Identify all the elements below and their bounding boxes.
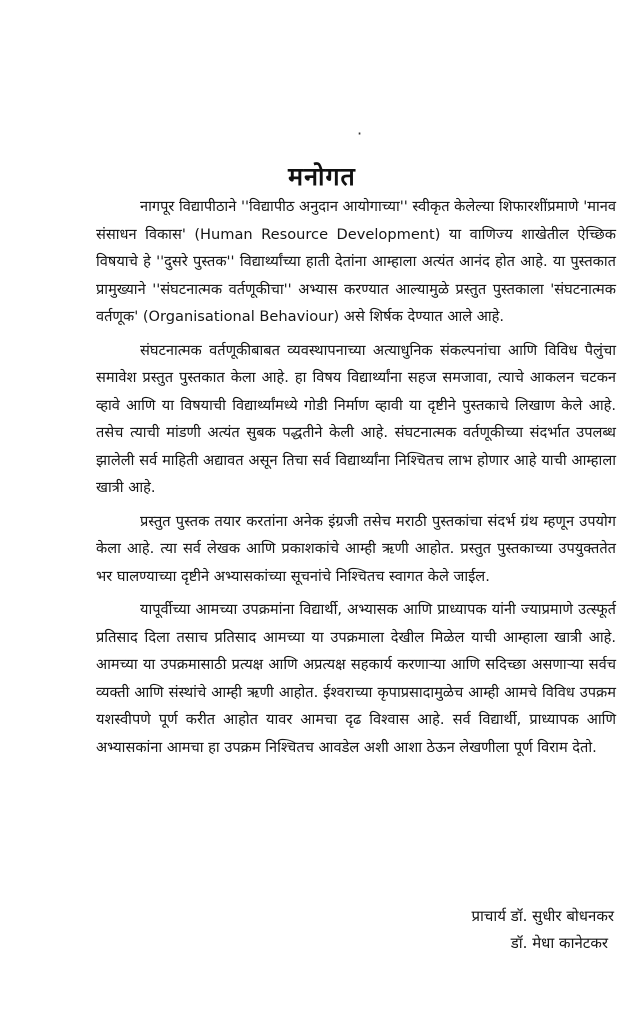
author-name-1: प्राचार्य डॉ. सुधीर बोधनकर — [471, 907, 614, 925]
paragraph-3: प्रस्तुत पुस्तक तयार करतांना अनेक इंग्रजी तसेच मराठी पुस्तकांचा संदर्भ ग्रंथ म्हणून उपयोग केला आहे. त्या सर्व लेखक आणि प्रकाशकांचे आम्ही ऋणी आहोत. प्रस्तुत पुस्तकाच्या उपयुक्ततेत भर घालण्याच्या दृष्टीने अभ्यासकांच्या सूचनांचे निश्चितच स्वागत केले जाईल. — [96, 512, 616, 585]
author-name-2: डॉ. मेधा कानेटकर — [510, 934, 608, 952]
paragraph-4: यापूर्वीच्या आमच्या उपक्रमांना विद्यार्थी, अभ्यासक आणि प्राध्यापक यांनी ज्याप्रमाणे उत्स्फूर्त प्रतिसाद दिला तसाच प्रतिसाद आमच्या या उपक्रमाला देखील मिळेल याची आम्हाला खात्री आहे. आमच्या या उपक्रमासाठी प्रत्यक्ष आणि अप्रत्यक्ष सहकार्य करणाऱ्या आणि सदिच्छा असणाऱ्या सर्वच व्यक्ती आणि संस्थांचे आम्ही ऋणी आहोत. ईश्वराच्या कृपाप्रसादामुळेच आम्ही आमचे विविध उपक्रम यशस्वीपणे पूर्ण करीत आहोत यावर आमचा दृढ विश्वास आहे. सर्व विद्यार्थी, प्राध्यापक आणि अभ्यासकांना आमचा हा उपक्रम निश्चितच आवडेल अशी आशा ठेऊन लेखणीला पूर्ण विराम देतो. — [96, 601, 616, 756]
top-dot-mark: · — [357, 124, 363, 143]
paragraph-2: संघटनात्मक वर्तणूकीबाबत व्यवस्थापनाच्या अत्याधुनिक संकल्पनांचा आणि विविध पैलुंचा समावेश प्रस्तुत पुस्तकात केला आहे. हा विषय विद्यार्थ्यांना सहज समजावा, त्याचे आकलन चटकन व्हावे आणि या विषयाची विद्यार्थ्यांमध्ये गोडी निर्माण व्हावी या दृष्टीने पुस्तकाचे लिखाण केले आहे. तसेच त्याची मांडणी अत्यंत सुबक पद्धतीने केली आहे. संघटनात्मक वर्तणूकीच्या संदर्भात उपलब्ध झालेली सर्व माहिती अद्यावत असून तिचा सर्व विद्यार्थ्यांना निश्चितच लाभ होणार आहे याची आम्हाला खात्री आहे. — [96, 341, 616, 496]
paragraph-1: नागपूर विद्यापीठाने ''विद्यापीठ अनुदान आयोगाच्या'' स्वीकृत केलेल्या शिफारशींप्रमाणे 'मानव संसाधन विकास' (Human Resource Development) या वाणिज्य शाखेतील ऐच्छिक विषयाचे हे ''दुसरे पुस्तक'' विद्यार्थ्यांच्या हाती देतांना आम्हाला अत्यंत आनंद होत आहे. या पुस्तकात प्रामुख्याने ''संघटनात्मक वर्तणूकीचा'' अभ्यास करण्यात आल्यामुळे प्रस्तुत पुस्तकाला 'संघटनात्मक वर्तणूक' (Organisational Behaviour) असे शिर्षक देण्यात आले आहे. — [96, 198, 616, 325]
page-title: मनोगत — [288, 161, 356, 191]
author-signatures — [471, 903, 614, 957]
preface-body — [96, 193, 616, 761]
